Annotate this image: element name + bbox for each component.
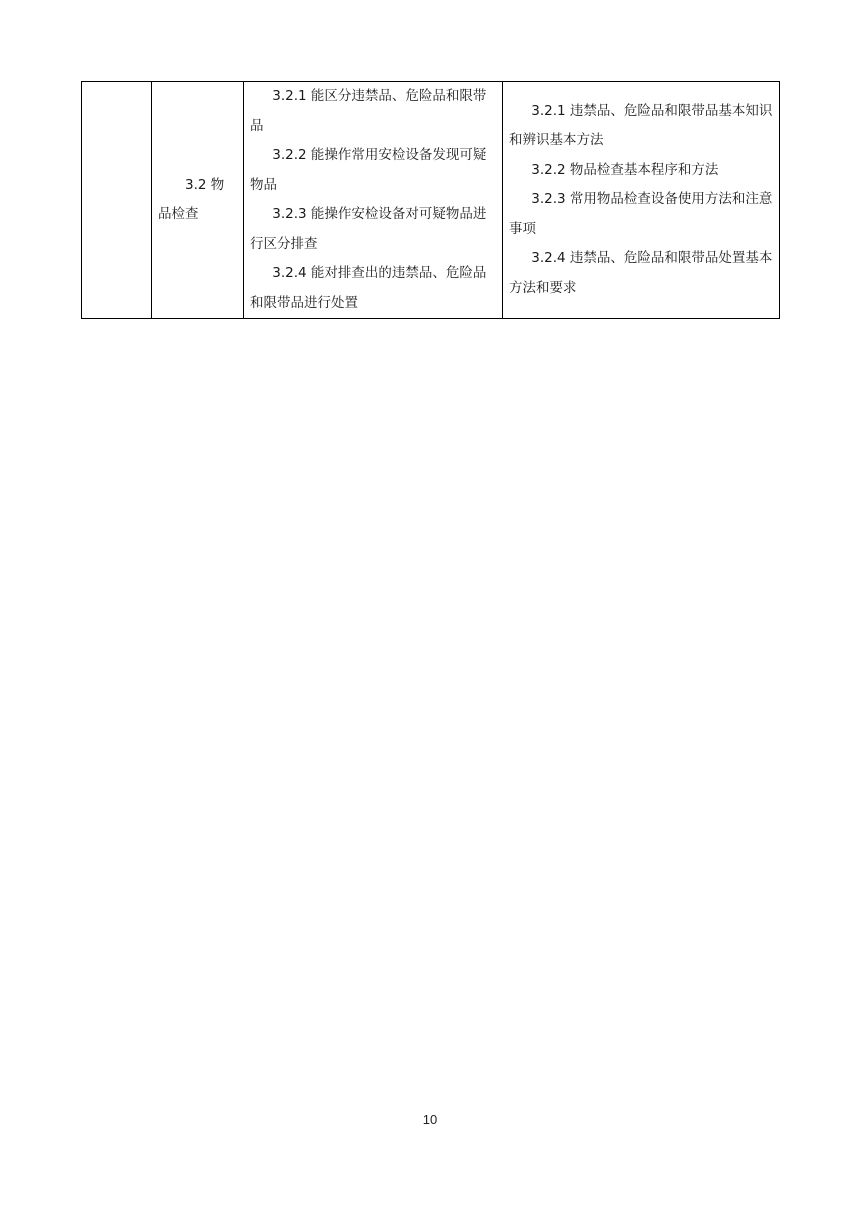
category-cell: [82, 82, 152, 319]
knowledge-item: 3.2.3 常用物品检查设备使用方法和注意事项: [509, 191, 773, 237]
skill-item: 3.2.2 能操作常用安检设备发现可疑物品: [250, 147, 487, 193]
skill-item: 3.2.3 能操作安检设备对可疑物品进行区分排查: [250, 206, 487, 252]
table-row: [82, 82, 780, 319]
item-cell: [152, 82, 244, 319]
skill-item: 3.2.4 能对排查出的违禁品、危险品和限带品进行处置: [250, 265, 487, 311]
skills-cell: [244, 82, 503, 319]
knowledge-cell: [503, 82, 780, 319]
page-number: 10: [422, 1112, 438, 1127]
knowledge-item: 3.2.4 违禁品、危险品和限带品处置基本方法和要求: [509, 250, 773, 296]
knowledge-item: 3.2.2 物品检查基本程序和方法: [531, 161, 719, 178]
skill-item: 3.2.1 能区分违禁品、危险品和限带品: [250, 88, 487, 134]
item-label: 3.2 物品检查: [158, 176, 225, 222]
standard-table: [81, 81, 780, 319]
knowledge-item: 3.2.1 违禁品、危险品和限带品基本知识和辨识基本方法: [509, 102, 773, 149]
